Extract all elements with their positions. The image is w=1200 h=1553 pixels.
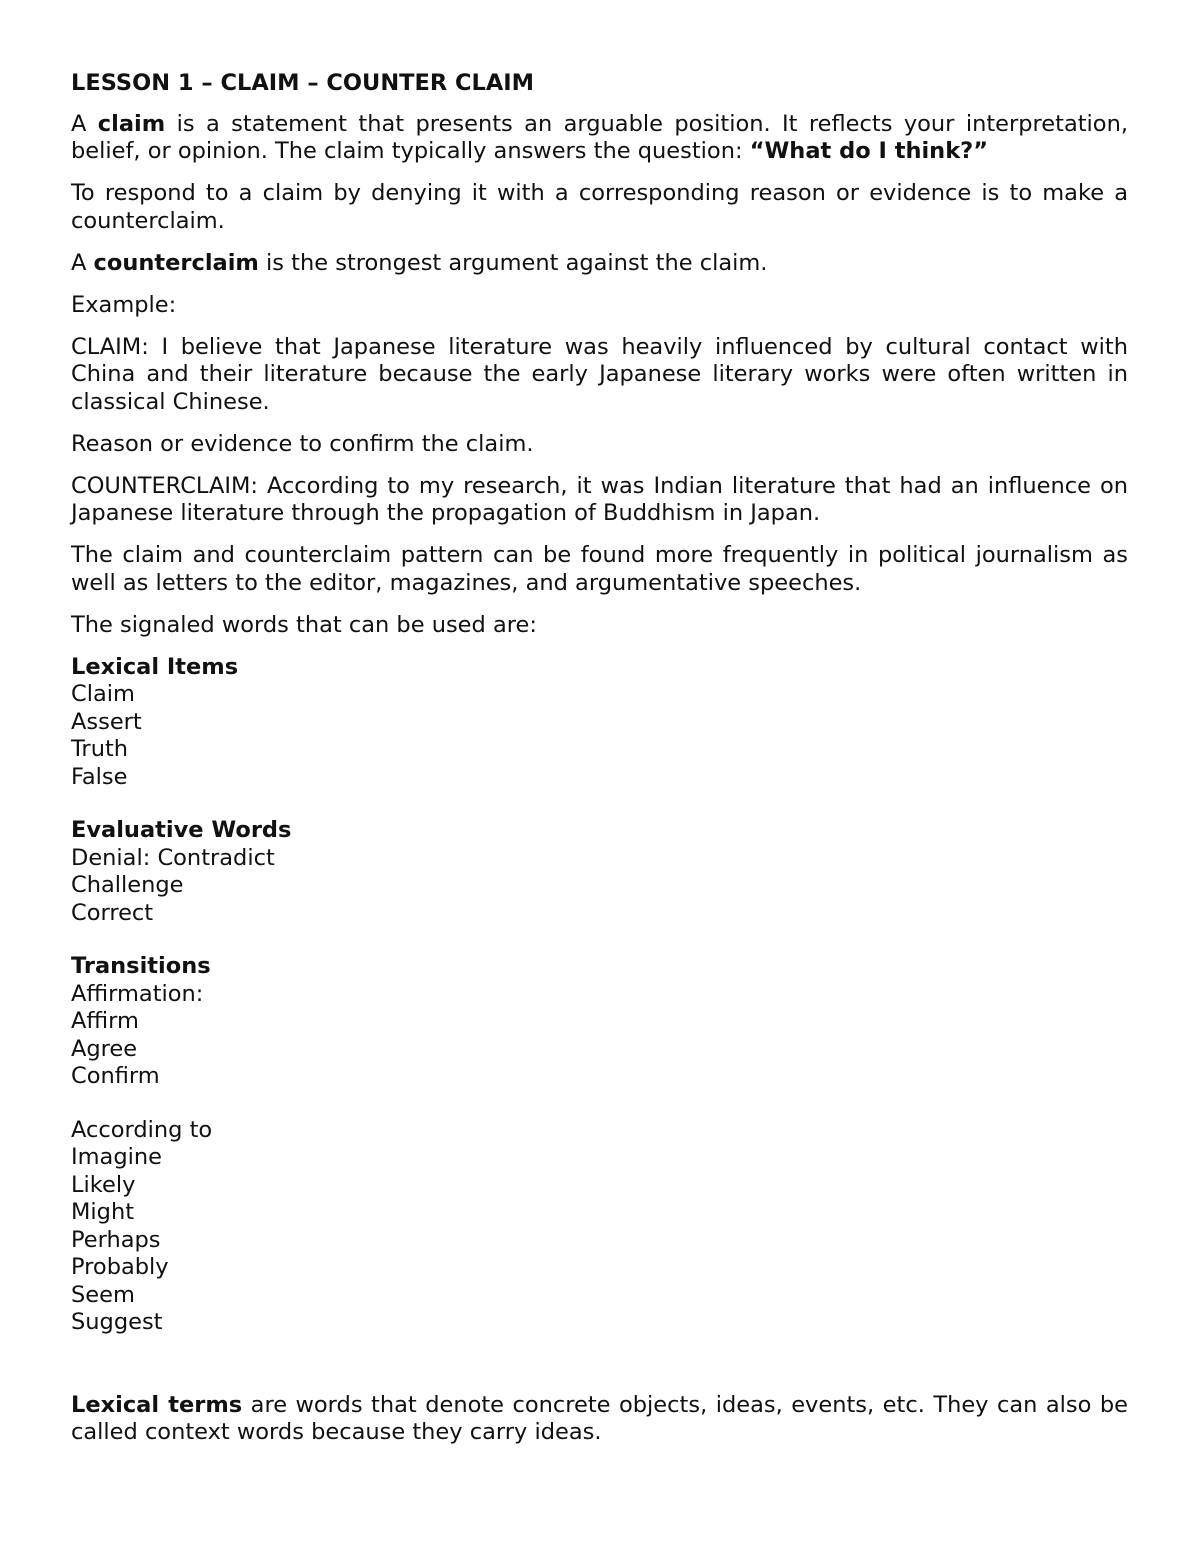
counterclaim-definition-lead: A xyxy=(71,249,94,276)
list-item: Affirmation: xyxy=(71,980,204,1007)
claim-definition-lead: A xyxy=(71,110,98,137)
lexical-terms-body: are words that denote concrete objects, ideas, events, etc. They can also be called context words because they carry ideas. xyxy=(71,1391,1128,1445)
claim-question: “What do I think?” xyxy=(749,138,989,164)
list-item: Assert xyxy=(71,708,142,735)
example-label: Example: xyxy=(71,291,177,318)
list-item: Denial: Contradict xyxy=(71,844,275,871)
list-item: Might xyxy=(71,1199,135,1225)
list-item: Seem xyxy=(71,1281,135,1308)
list-item: False xyxy=(71,763,128,790)
list-item: Suggest xyxy=(71,1309,163,1335)
lesson-title: LESSON 1 – CLAIM – COUNTER CLAIM xyxy=(71,70,535,96)
lexical-items-list xyxy=(71,654,1128,792)
list-item: Correct xyxy=(71,899,154,926)
evaluative-words-list xyxy=(71,817,1128,927)
signaled-words-intro: The signaled words that can be used are: xyxy=(71,611,537,638)
list-item: Challenge xyxy=(71,872,184,898)
list-item: Imagine xyxy=(71,1144,162,1170)
list-item: Truth xyxy=(71,736,129,762)
counterclaim-definition xyxy=(71,250,1128,278)
transitions-heading: Transitions xyxy=(71,953,211,979)
example-counterclaim: COUNTERCLAIM: According to my research, it was Indian literature that had an influence on Japanese literature through the propagation of Buddhism in Japan. xyxy=(71,472,1128,526)
counterclaim-term: counterclaim xyxy=(93,249,259,276)
evaluative-words-heading: Evaluative Words xyxy=(71,817,292,843)
list-item: Likely xyxy=(71,1171,136,1198)
lexical-terms-definition xyxy=(71,1392,1128,1447)
claim-definition-body: is a statement that presents an arguable position. It reflects your interpretation, belief, or opinion. The claim typically answers the question: xyxy=(71,110,1128,164)
list-item: Confirm xyxy=(71,1063,160,1089)
counterclaim-definition-body: is the strongest argument against the claim. xyxy=(258,249,768,276)
list-item: Agree xyxy=(71,1035,138,1062)
list-item: Claim xyxy=(71,681,135,707)
section-spacer xyxy=(71,1337,1128,1392)
pattern-usage-text: The claim and counterclaim pattern can be found more frequently in political journalism as well as letters to the editor, magazines, and argumentative speeches. xyxy=(71,542,1128,596)
transitions-list xyxy=(71,953,1128,1337)
list-item: According to xyxy=(71,1116,213,1143)
claim-term: claim xyxy=(97,110,166,137)
lexical-terms-term: Lexical terms xyxy=(71,1391,243,1418)
list-item: Affirm xyxy=(71,1008,139,1034)
example-claim: CLAIM: I believe that Japanese literature was heavily influenced by cultural contact with China and their literature because the early Japanese literary works were often written in classical Chinese. xyxy=(71,333,1128,415)
list-item: Perhaps xyxy=(71,1226,161,1253)
claim-definition xyxy=(71,111,1128,166)
list-item: Probably xyxy=(71,1254,169,1280)
counterclaim-intro: To respond to a claim by denying it with a corresponding reason or evidence is to make a counterclaim. xyxy=(71,180,1128,234)
reason-evidence-text: Reason or evidence to confirm the claim. xyxy=(71,430,534,457)
list-spacer xyxy=(71,1091,1128,1117)
lexical-items-heading: Lexical Items xyxy=(71,653,239,680)
